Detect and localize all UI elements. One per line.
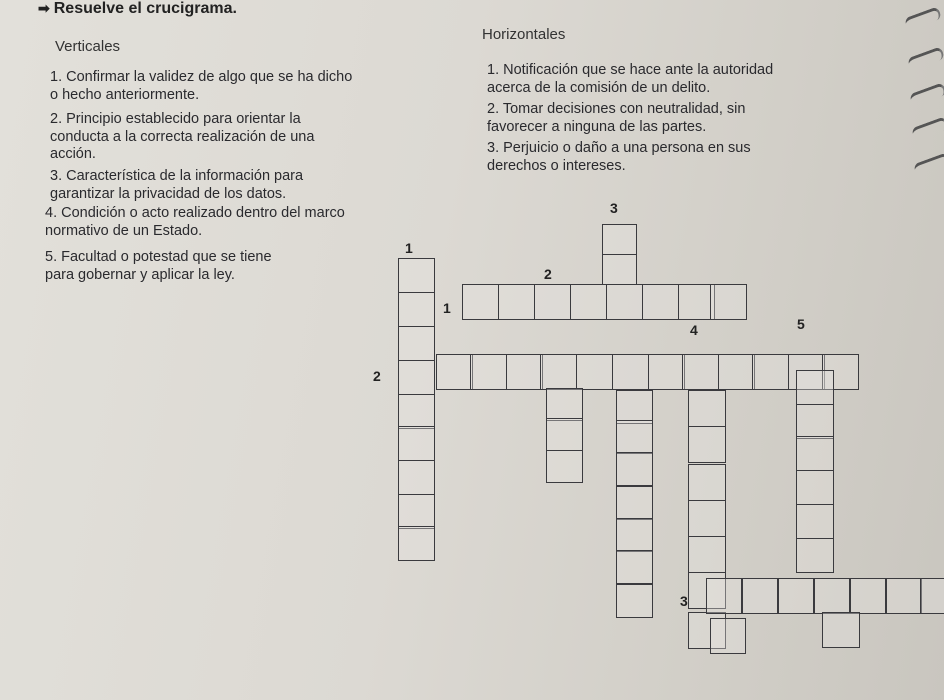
- crossword-cell[interactable]: [576, 354, 613, 390]
- crossword-cell[interactable]: [718, 354, 755, 390]
- grid-number-h1: 1: [443, 300, 451, 316]
- crossword-cell[interactable]: [606, 284, 643, 320]
- grid-number-v5: 5: [797, 316, 805, 332]
- horizontal-clue-3: 3. Perjuicio o daño a una persona en sus derechos o intereses.: [487, 140, 751, 174]
- crossword-cell[interactable]: [398, 426, 435, 461]
- crossword-cell[interactable]: [398, 526, 435, 561]
- crossword-cell[interactable]: [796, 370, 834, 405]
- horizontal-clue-2: 2. Tomar decisiones con neutralidad, sin favorecer a ninguna de las partes.: [487, 101, 746, 135]
- vertical-clue-5: 5. Facultad o potestad que se tiene para gobernar y aplicar la ley.: [45, 249, 272, 283]
- grid-number-v1: 1: [405, 240, 413, 256]
- crossword-cell[interactable]: [796, 504, 834, 539]
- crossword-cell[interactable]: [752, 354, 789, 390]
- vertical-clue-1: 1. Confirmar la validez de algo que se ha dicho o hecho anteriormente.: [50, 69, 353, 103]
- crossword-cell[interactable]: [616, 452, 653, 486]
- crossword-cell[interactable]: [398, 258, 435, 293]
- vertical-clue-3: 3. Característica de la información para garantizar la privacidad de los datos.: [50, 168, 304, 202]
- crossword-cell[interactable]: [398, 326, 435, 361]
- crossword-cell[interactable]: [642, 284, 679, 320]
- crossword-cell[interactable]: [546, 418, 583, 451]
- crossword-cell[interactable]: [398, 360, 435, 395]
- grid-number-v2: 2: [373, 368, 381, 384]
- crossword-cell[interactable]: [616, 550, 653, 584]
- crossword-cell[interactable]: [648, 354, 685, 390]
- crossword-cell[interactable]: [506, 354, 543, 390]
- crossword-cell[interactable]: [822, 612, 860, 648]
- crossword-cell[interactable]: [778, 578, 814, 614]
- crossword-cell[interactable]: [470, 354, 507, 390]
- crossword-cell[interactable]: [540, 354, 577, 390]
- vertical-clue-4: 4. Condición o acto realizado dentro del marco normativo de un Estado.: [45, 205, 345, 239]
- crossword-cell[interactable]: [920, 578, 944, 614]
- crossword-cell[interactable]: [688, 390, 726, 427]
- crossword-cell[interactable]: [682, 354, 719, 390]
- crossword-cell[interactable]: [546, 450, 583, 483]
- crossword-cell[interactable]: [796, 404, 834, 439]
- crossword-cell[interactable]: [742, 578, 778, 614]
- crossword-cell[interactable]: [546, 388, 583, 421]
- crossword-cell[interactable]: [534, 284, 571, 320]
- crossword-cell[interactable]: [498, 284, 535, 320]
- arrow-icon: ➡: [38, 0, 50, 16]
- crossword-cell[interactable]: [602, 254, 637, 285]
- crossword-cell[interactable]: [398, 394, 435, 429]
- crossword-cell[interactable]: [398, 494, 435, 529]
- crossword-cell[interactable]: [796, 538, 834, 573]
- crossword-cell[interactable]: [570, 284, 607, 320]
- crossword-cell[interactable]: [796, 436, 834, 471]
- exercise-title: ➡ Resuelve el crucigrama.: [38, 0, 237, 17]
- horizontal-clue-1: 1. Notificación que se hace ante la autoridad acerca de la comisión de un delito.: [487, 62, 774, 96]
- crossword-cell[interactable]: [796, 470, 834, 505]
- verticales-heading: Verticales: [55, 38, 121, 55]
- crossword-cell[interactable]: [814, 578, 850, 614]
- crossword-cell[interactable]: [710, 618, 746, 654]
- crossword-cell[interactable]: [688, 426, 726, 463]
- crossword-cell[interactable]: [462, 284, 499, 320]
- horizontales-heading: Horizontales: [482, 26, 566, 43]
- crossword-cell[interactable]: [398, 292, 435, 327]
- crossword-cell[interactable]: [688, 500, 726, 537]
- grid-number-v4: 4: [690, 322, 698, 338]
- crossword-cell[interactable]: [850, 578, 886, 614]
- grid-number-v3: 3: [610, 200, 618, 216]
- crossword-cell[interactable]: [616, 390, 653, 424]
- crossword-cell[interactable]: [612, 354, 649, 390]
- crossword-cell[interactable]: [616, 518, 653, 552]
- crossword-cell[interactable]: [616, 584, 653, 618]
- crossword-cell[interactable]: [688, 536, 726, 573]
- crossword-cell[interactable]: [436, 354, 473, 390]
- crossword-cell[interactable]: [616, 486, 653, 520]
- crossword-cell[interactable]: [688, 464, 726, 501]
- grid-number-h2: 2: [544, 266, 552, 282]
- grid-number-h3: 3: [680, 593, 688, 609]
- crossword-cell[interactable]: [886, 578, 922, 614]
- crossword-cell[interactable]: [706, 578, 742, 614]
- crossword-cell[interactable]: [616, 420, 653, 454]
- vertical-clue-2: 2. Principio establecido para orientar la conducta a la correcta realización de una acción.: [50, 111, 315, 162]
- crossword-cell[interactable]: [710, 284, 747, 320]
- crossword-cell[interactable]: [398, 460, 435, 495]
- crossword-cell[interactable]: [602, 224, 637, 255]
